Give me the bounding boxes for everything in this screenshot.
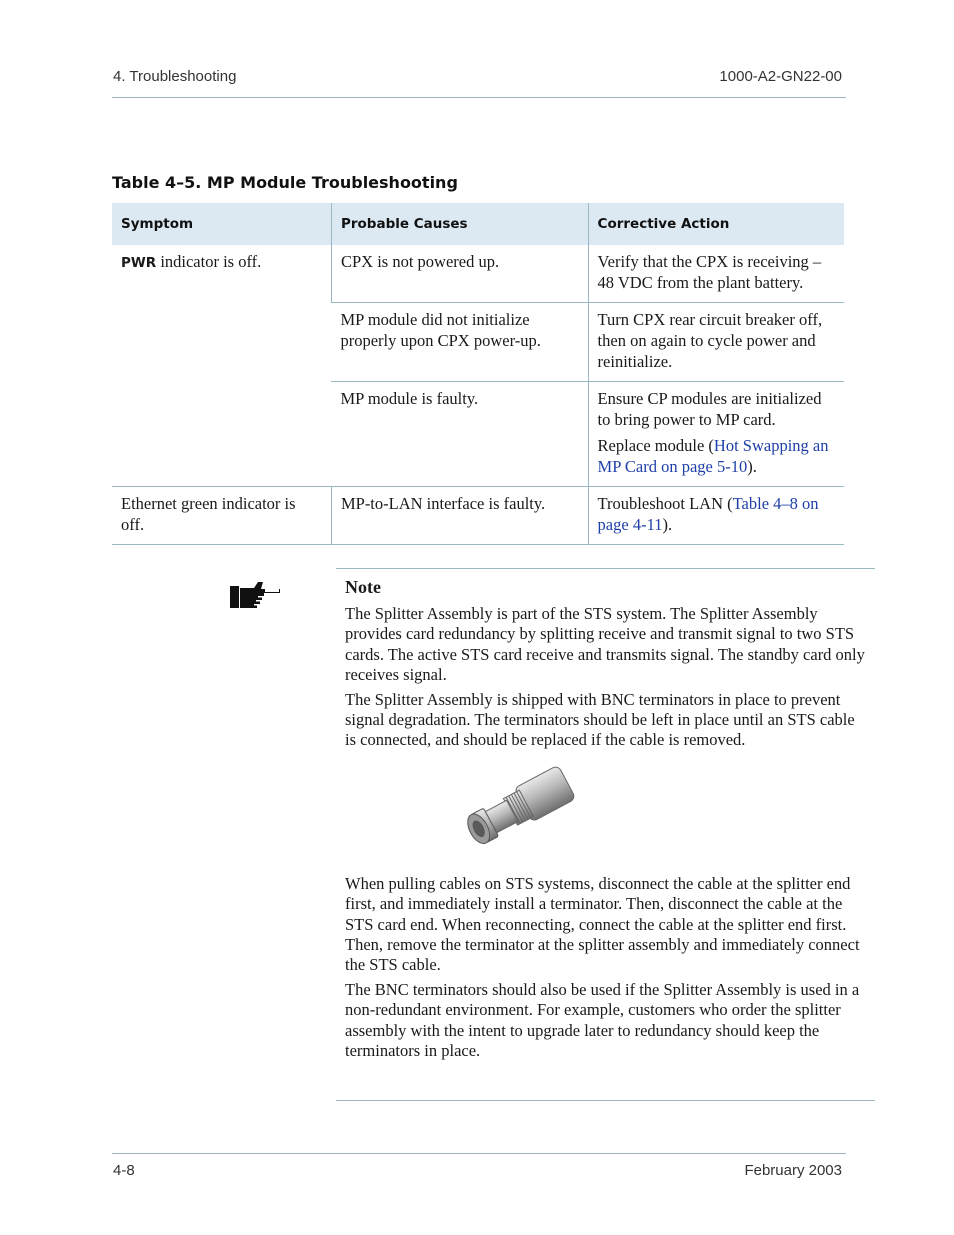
header-rule xyxy=(112,97,846,98)
note-bottom-rule xyxy=(336,1100,875,1101)
cause-cell: MP-to-LAN interface is faulty. xyxy=(331,487,588,545)
column-header-action: Corrective Action xyxy=(588,203,844,245)
footer-rule xyxy=(112,1153,846,1154)
note-paragraph: When pulling cables on STS systems, disconnect the cable at the splitter end first, and immediately install a terminator. Then, disconnect the cable at the STS card end. When reconnecting, connect the cable at the splitter end first. Then, remove the terminator at the splitter assembly and immediately connect the STS cable. xyxy=(345,873,860,975)
action-text xyxy=(598,435,835,477)
action-cell: Turn CPX rear circuit breaker off, then on again to cycle power and reinitialize. xyxy=(588,303,844,382)
troubleshooting-table xyxy=(112,203,844,545)
column-header-causes: Probable Causes xyxy=(331,203,588,245)
pwr-keyword: PWR xyxy=(121,255,157,271)
note-top-rule xyxy=(336,568,875,569)
column-header-symptom: Symptom xyxy=(112,203,331,245)
note-paragraph: The BNC terminators should also be used if the Splitter Assembly is used in a non-redundant environment. For example, customers who order the splitter assembly with the intent to upgrade later to redundancy should keep the terminators in place. xyxy=(345,979,860,1061)
cause-cell: CPX is not powered up. xyxy=(331,245,588,303)
table-row xyxy=(112,487,844,545)
footer-date: February 2003 xyxy=(744,1162,842,1179)
action-suffix: ). xyxy=(662,515,673,534)
symptom-text: indicator is off. xyxy=(156,252,262,271)
symptom-cell xyxy=(112,245,331,487)
action-prefix: Replace module ( xyxy=(597,436,714,455)
cause-cell: MP module did not initialize properly upon CPX power-up. xyxy=(331,303,588,382)
note-paragraph: The Splitter Assembly is part of the STS system. The Splitter Assembly provides card redundancy by splitting receive and transmit signal to two STS cards. The active STS card receive and transmits signal. The standby card only receives signal. xyxy=(345,604,865,685)
running-header-doc-number: 1000-A2-GN22-00 xyxy=(719,68,842,85)
bnc-terminator-image xyxy=(440,755,596,863)
action-text: Ensure CP modules are initialized to bring power to MP card. xyxy=(597,389,822,429)
running-header-section: 4. Troubleshooting xyxy=(113,68,237,85)
action-cell xyxy=(588,487,844,545)
table-reference-link[interactable]: Table 4–8 on page 4-11 xyxy=(597,494,819,534)
table-row xyxy=(112,245,844,303)
page-number: 4-8 xyxy=(113,1162,135,1179)
hot-swapping-link[interactable]: Hot Swapping an MP Card on page 5-10 xyxy=(597,436,829,476)
cause-cell: MP module is faulty. xyxy=(331,382,588,487)
table-header-row xyxy=(112,203,844,245)
action-suffix: ). xyxy=(747,457,757,476)
action-cell: Verify that the CPX is receiving –48 VDC from the plant battery. xyxy=(588,245,844,303)
symptom-cell: Ethernet green indicator is off. xyxy=(112,487,331,545)
action-prefix: Troubleshoot LAN ( xyxy=(597,494,733,513)
note-paragraph: The Splitter Assembly is shipped with BNC terminators in place to prevent signal degradation. The terminators should be left in place until an STS cable is connected, and should be replaced if the cable is removed. xyxy=(345,689,855,750)
note-heading: Note xyxy=(345,577,381,597)
action-cell xyxy=(588,382,844,487)
table-title: Table 4–5. MP Module Troubleshooting xyxy=(112,173,458,192)
note-body xyxy=(345,576,869,1066)
pointing-hand-icon xyxy=(228,578,282,612)
